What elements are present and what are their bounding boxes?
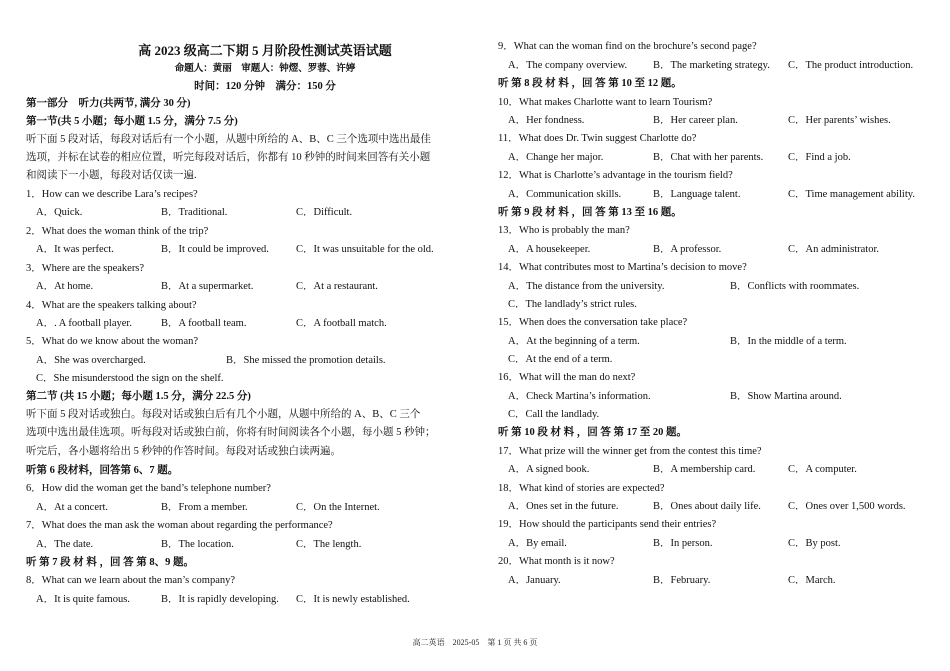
option-b[interactable]: B．A membership card. xyxy=(653,464,756,475)
option-b[interactable]: B．A football team. xyxy=(161,318,247,329)
option-b[interactable]: B．A professor. xyxy=(653,244,722,255)
question-stem: 13．Who is probably the man? xyxy=(498,225,630,236)
option-c[interactable]: C．At a restaurant. xyxy=(296,281,378,292)
question-stem: 1．How can we describe Lara’s recipes? xyxy=(26,189,198,200)
option-b[interactable]: B．The marketing strategy. xyxy=(653,60,770,71)
section1-instruction-line: 听下面 5 段对话，每段对话后有一个小题，从题中所给的 A、B、C 三个选项中选出最佳 xyxy=(26,134,431,145)
option-a[interactable]: A．Quick. xyxy=(36,207,83,218)
group-label: 听 第 8 段 材 料 ，回 答 第 10 至 12 题。 xyxy=(498,78,682,89)
option-b[interactable]: B．Language talent. xyxy=(653,189,741,200)
question-stem: 2．What does the woman think of the trip? xyxy=(26,226,209,237)
question-stem: 11．What does Dr. Twin suggest Charlotte do? xyxy=(498,133,697,144)
option-a[interactable]: A．The date. xyxy=(36,539,94,550)
question-stem: 18．What kind of stories are expected? xyxy=(498,483,665,494)
question-stem: 15．When does the conversation take place? xyxy=(498,317,688,328)
option-c[interactable]: C．By post. xyxy=(788,538,841,549)
option-c[interactable]: C．The length. xyxy=(296,539,362,550)
section2-instruction-line: 听完后，各小题将给出 5 秒钟的作答时间。每段对话或独白读两遍。 xyxy=(26,446,341,457)
option-b[interactable]: B．It is rapidly developing. xyxy=(161,594,279,605)
question-stem: 6．How did the woman get the band’s telephone number? xyxy=(26,483,271,494)
option-a[interactable]: A．Check Martina’s information. xyxy=(508,391,651,402)
part1-heading: 第一部分 听力(共两节, 满分 30 分) xyxy=(26,98,191,109)
option-c[interactable]: C．An administrator. xyxy=(788,244,879,255)
question-stem: 16．What will the man do next? xyxy=(498,372,636,383)
option-c[interactable]: C．At the end of a term. xyxy=(508,354,613,365)
question-stem: 4．What are the speakers talking about? xyxy=(26,300,197,311)
option-b[interactable]: B．February. xyxy=(653,575,711,586)
page-footer: 高二英语 2025-05 第 1 页 共 6 页 xyxy=(412,638,538,647)
option-a[interactable]: A．A signed book. xyxy=(508,464,590,475)
option-b[interactable]: B．In person. xyxy=(653,538,713,549)
option-a[interactable]: A．Change her major. xyxy=(508,152,604,163)
section2-instruction-line: 听下面 5 段对话或独白。每段对话或独白后有几个小题，从题中所给的 A、B、C 三个 xyxy=(26,409,421,420)
group-label: 听第 6 段材料，回答第 6、7 题。 xyxy=(26,465,179,476)
option-a[interactable]: A．The company overview. xyxy=(508,60,628,71)
section1-instruction-line: 选项，并标在试卷的相应位置，听完每段对话后，你都有 10 秒钟的时间来回答有关小题 xyxy=(26,152,431,163)
question-stem: 20．What month is it now? xyxy=(498,556,615,567)
question-stem: 19．How should the participants send their entries? xyxy=(498,519,717,530)
question-stem: 10．What makes Charlotte want to learn Tourism? xyxy=(498,97,713,108)
group-label: 听 第 7 段 材 料 ，回 答 第 8、9 题。 xyxy=(26,557,194,568)
question-stem: 7．What does the man ask the woman about regarding the performance? xyxy=(26,520,333,531)
section1-instruction-line: 和阅读下一小题，每段对话仅读一遍. xyxy=(26,170,197,181)
option-b[interactable]: B．It could be improved. xyxy=(161,244,269,255)
exam-time-score: 时间：120 分钟 满分：150 分 xyxy=(194,81,336,92)
option-a[interactable]: A．At the beginning of a term. xyxy=(508,336,640,347)
option-b[interactable]: B．The location. xyxy=(161,539,234,550)
option-c[interactable]: C．It is newly established. xyxy=(296,594,410,605)
group-label: 听 第 9 段 材 料 ，回 答 第 13 至 16 题。 xyxy=(498,207,682,218)
question-stem: 5．What do we know about the woman? xyxy=(26,336,199,347)
option-b[interactable]: B．Ones about daily life. xyxy=(653,501,761,512)
option-c[interactable]: C．March. xyxy=(788,575,836,586)
exam-title: 高 2023 级高二下期 5 月阶段性测试英语试题 xyxy=(138,43,392,58)
option-a[interactable]: A．Communication skills. xyxy=(508,189,622,200)
option-a[interactable]: A．At home. xyxy=(36,281,94,292)
option-a[interactable]: A．It was perfect. xyxy=(36,244,114,255)
question-stem: 17．What prize will the winner get from the contest this time? xyxy=(498,446,762,457)
question-stem: 14．What contributes most to Martina’s decision to move? xyxy=(498,262,747,273)
question-stem: 3．Where are the speakers? xyxy=(26,263,145,274)
option-c[interactable]: C．A computer. xyxy=(788,464,857,475)
option-b[interactable]: B．From a member. xyxy=(161,502,248,513)
option-c[interactable]: C．Call the landlady. xyxy=(508,409,600,420)
section2-heading: 第二节 (共 15 小题；每小题 1.5 分，满分 22.5 分) xyxy=(26,391,251,402)
option-b[interactable]: B．Conflicts with roommates. xyxy=(730,281,860,292)
option-c[interactable]: C．It was unsuitable for the old. xyxy=(296,244,434,255)
option-a[interactable]: A．January. xyxy=(508,575,561,586)
section1-heading: 第一节(共 5 小题；每小题 1.5 分，满分 7.5 分) xyxy=(26,116,238,127)
option-b[interactable]: B．Show Martina around. xyxy=(730,391,842,402)
option-c[interactable]: C．Ones over 1,500 words. xyxy=(788,501,906,512)
option-b[interactable]: B．In the middle of a term. xyxy=(730,336,847,347)
option-c[interactable]: C．The landlady’s strict rules. xyxy=(508,299,637,310)
option-a[interactable]: A．Her fondness. xyxy=(508,115,585,126)
section2-instruction-line: 选项中选出最佳选项。听每段对话或独白前，你将有时间阅读各个小题，每小题 5 秒钟； xyxy=(26,427,436,438)
question-stem: 9．What can the woman find on the brochure’s second page? xyxy=(498,41,757,52)
question-stem: 8．What can we learn about the man’s company? xyxy=(26,575,236,586)
option-a[interactable]: A．At a concert. xyxy=(36,502,109,513)
option-c[interactable]: C．A football match. xyxy=(296,318,387,329)
option-a[interactable]: A．By email. xyxy=(508,538,567,549)
option-a[interactable]: A．A housekeeper. xyxy=(508,244,591,255)
option-a[interactable]: A．The distance from the university. xyxy=(508,281,665,292)
group-label: 听 第 10 段 材 料 ，回 答 第 17 至 20 题。 xyxy=(498,427,687,438)
option-b[interactable]: B．Traditional. xyxy=(161,207,228,218)
option-a[interactable]: A．She was overcharged. xyxy=(36,355,146,366)
option-c[interactable]: C．She misunderstood the sign on the shelf. xyxy=(36,373,224,384)
option-b[interactable]: B．At a supermarket. xyxy=(161,281,254,292)
option-a[interactable]: A．Ones set in the future. xyxy=(508,501,619,512)
option-a[interactable]: A．It is quite famous. xyxy=(36,594,130,605)
exam-authors: 命题人：黄丽 审题人：钟熤、罗蓉、许婷 xyxy=(174,64,356,74)
question-stem: 12．What is Charlotte’s advantage in the tourism field? xyxy=(498,170,733,181)
option-b[interactable]: B．Chat with her parents. xyxy=(653,152,764,163)
option-b[interactable]: B．Her career plan. xyxy=(653,115,738,126)
option-c[interactable]: C．Her parents’ wishes. xyxy=(788,115,891,126)
option-c[interactable]: C．On the Internet. xyxy=(296,502,380,513)
option-c[interactable]: C．Time management ability. xyxy=(788,189,915,200)
option-c[interactable]: C．Find a job. xyxy=(788,152,851,163)
option-a[interactable]: A．. A football player. xyxy=(36,318,132,329)
option-c[interactable]: C．Difficult. xyxy=(296,207,353,218)
option-b[interactable]: B．She missed the promotion details. xyxy=(226,355,386,366)
option-c[interactable]: C．The product introduction. xyxy=(788,60,914,71)
